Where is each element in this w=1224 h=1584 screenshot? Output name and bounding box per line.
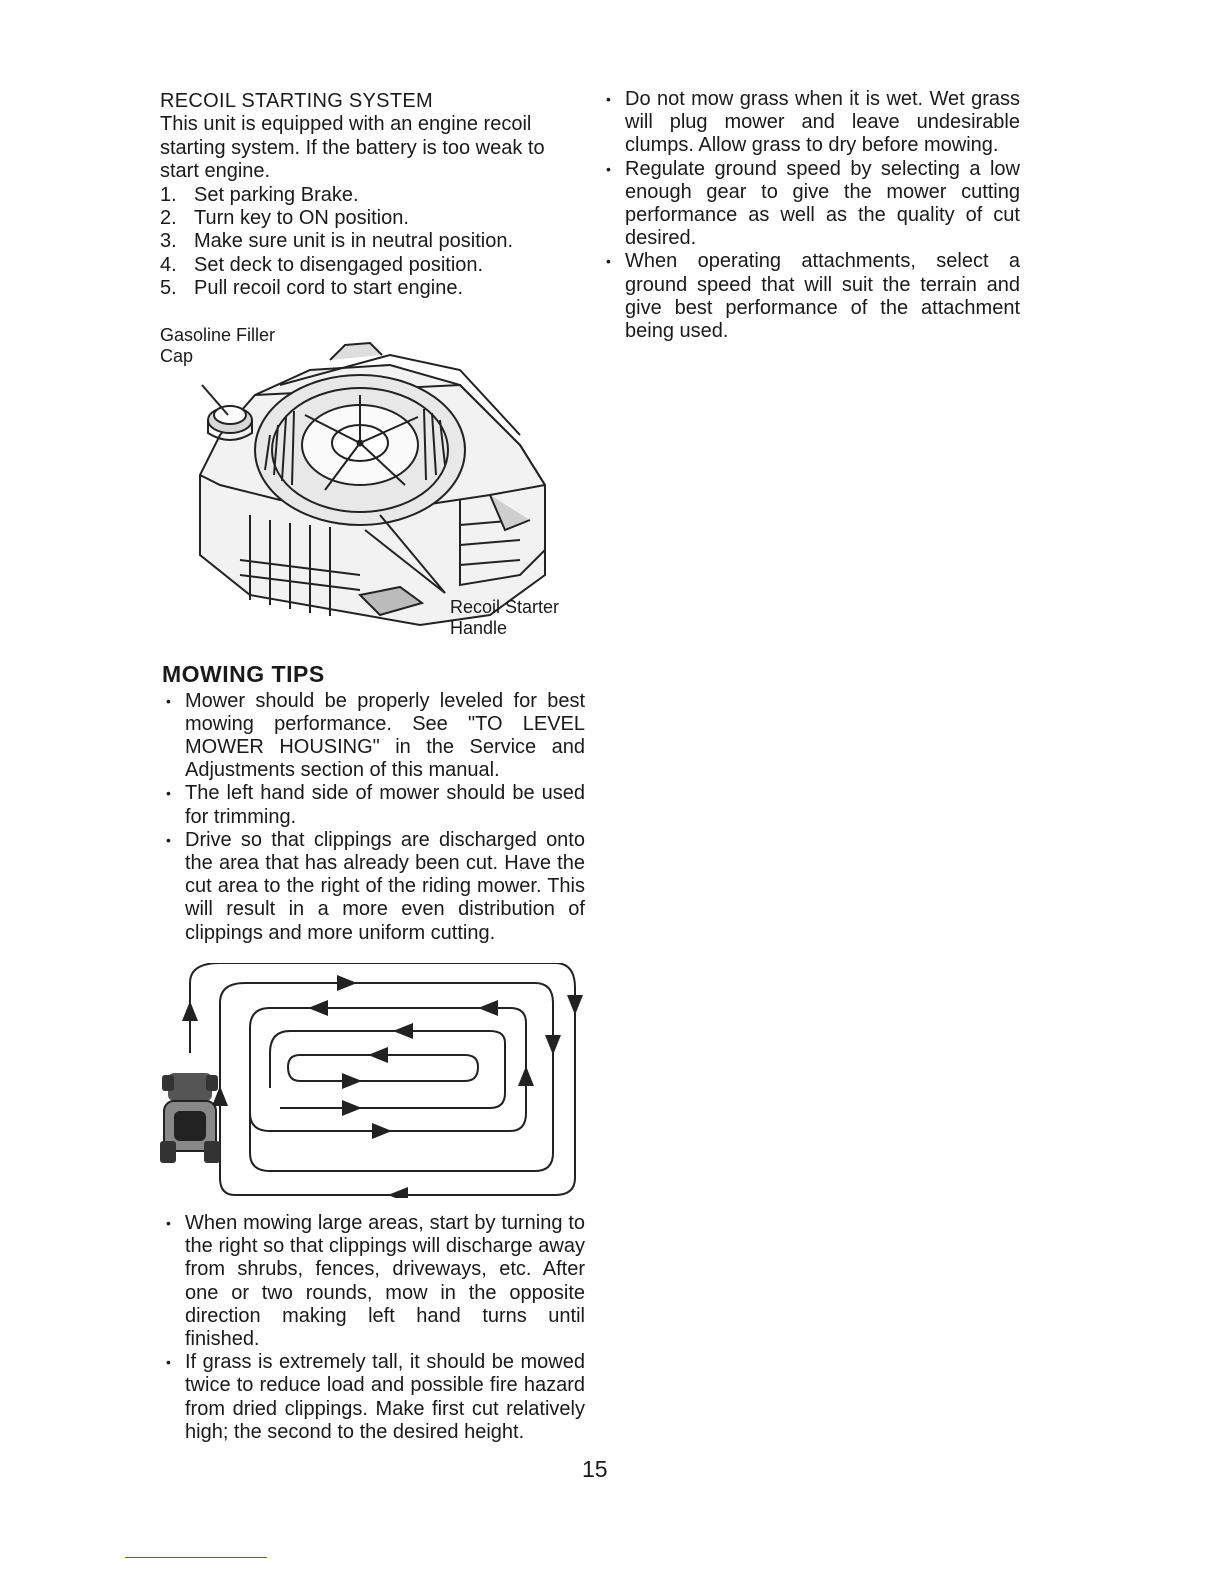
recoil-heading: RECOIL STARTING SYSTEM	[160, 90, 433, 112]
engine-illustration	[160, 325, 585, 645]
list-item: • Drive so that clippings are discharged onto the area that has already been cut. Have the cut area to the right of the riding mower. This will result in a more even distribution of clippings and more uniform cutting.	[160, 829, 585, 945]
recoil-steps	[160, 184, 585, 301]
step-item: 2. Turn key to ON position.	[160, 207, 409, 230]
right-tips-list	[600, 88, 1020, 343]
list-item: • Regulate ground speed by selecting a low enough gear to give the mower cutting performance as well as the quality of cut desired.	[600, 158, 1020, 251]
mowing-pattern-diagram	[160, 963, 585, 1198]
list-item: • Do not mow grass when it is wet. Wet grass will plug mower and leave undesirable clumps. Allow grass to dry before mowing.	[600, 88, 1020, 158]
footer-divider	[125, 1557, 267, 1558]
mowing-tips-list-continued	[160, 1212, 585, 1444]
right-column	[600, 88, 1020, 343]
list-item: • Mower should be properly leveled for best mowing performance. See "TO LEVEL MOWER HOUSING" in the Service and Adjustments section of this manual.	[160, 690, 585, 783]
step-item: 3. Make sure unit is in neutral position.	[160, 230, 514, 253]
list-item: • When operating attachments, select a ground speed that will suit the terrain and give best performance of the attachment being used.	[600, 250, 1020, 343]
list-item: • If grass is extremely tall, it should be mowed twice to reduce load and possible fire hazard from dried clippings. Make first cut relatively high; the second to the desired height.	[160, 1351, 585, 1444]
mowing-pattern-drawing	[160, 963, 585, 1198]
recoil-intro: This unit is equipped with an engine recoil starting system. If the battery is too weak to start engine.	[160, 113, 545, 183]
gasoline-filler-cap-label: Gasoline Filler Cap	[160, 324, 276, 366]
mowing-tips-title: MOWING TIPS	[162, 660, 325, 687]
riding-mower-icon	[160, 1073, 220, 1163]
recoil-starter-handle-label: Recoil Starter Handle	[450, 596, 560, 638]
list-item: • The left hand side of mower should be used for trimming.	[160, 782, 585, 828]
list-item: • When mowing large areas, start by turning to the right so that clippings will discharge away from shrubs, fences, driveways, etc. After one or two rounds, mow in the opposite direction making left hand turns until finished.	[160, 1212, 585, 1351]
mowing-tips-list	[160, 690, 585, 945]
left-column	[160, 90, 585, 1444]
step-item: 4. Set deck to disengaged position.	[160, 253, 484, 276]
step-item: 1. Set parking Brake.	[160, 183, 359, 206]
page-number: 15	[582, 1456, 608, 1482]
step-item: 5. Pull recoil cord to start engine.	[160, 277, 464, 300]
